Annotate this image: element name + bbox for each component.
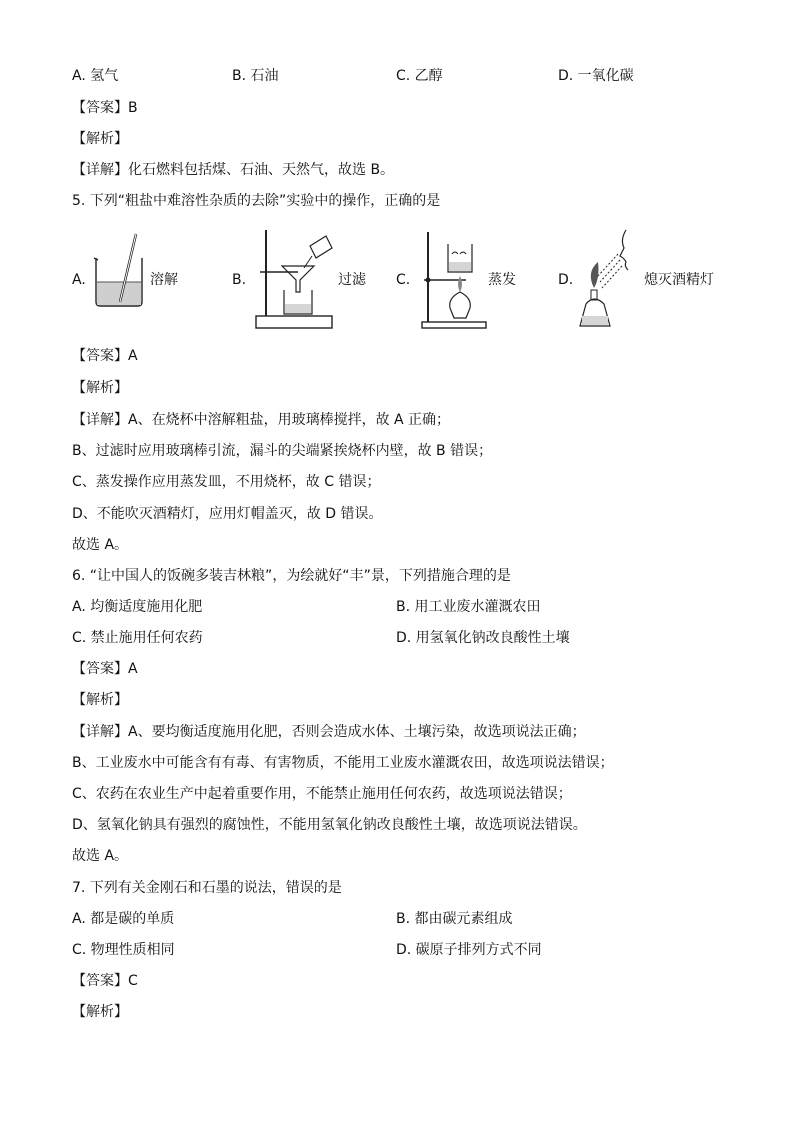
q6-conclusion: 故选 A。 [72, 848, 129, 864]
q5-figure-b-letter: B. [232, 272, 247, 288]
q5-detail-line: B、过滤时应用玻璃棒引流，漏斗的尖端紧挨烧杯内壁，故 B 错误； [72, 443, 493, 459]
beaker-dissolve-figure [90, 230, 150, 310]
q5-conclusion: 故选 A。 [72, 537, 129, 553]
q5-figure-d-letter: D. [558, 272, 574, 288]
q5-analysis-heading: 【解析】 [72, 380, 128, 396]
q6-option-c: C. 禁止施用任何农药 [72, 630, 203, 646]
q7-option-a: A. 都是碳的单质 [72, 911, 175, 927]
q7-analysis-heading: 【解析】 [72, 1004, 128, 1020]
q4-option-a: A. 氢气 [72, 68, 119, 84]
q6-stem: 6. “让中国人的饭碗多装吉林粮”，为绘就好“丰”景，下列措施合理的是 [72, 568, 511, 584]
q4-detail: 【详解】化石燃料包括煤、石油、天然气，故选 B。 [72, 162, 395, 178]
q5-figure-c-letter: C. [396, 272, 411, 288]
q5-figure-a-caption: 溶解 [150, 272, 178, 288]
q6-detail-line: 【详解】A、要均衡适度施用化肥，否则会造成水体、土壤污染，故选项说法正确； [72, 724, 586, 740]
q4-option-b: B. 石油 [232, 68, 279, 84]
q5-stem: 5. 下列“粗盐中难溶性杂质的去除”实验中的操作，正确的是 [72, 193, 441, 209]
q5-figure-a-letter: A. [72, 272, 86, 288]
q7-option-d: D. 碳原子排列方式不同 [396, 942, 542, 958]
q7-stem: 7. 下列有关金刚石和石墨的说法，错误的是 [72, 880, 342, 896]
filtration-figure [252, 226, 336, 336]
q5-figure-c-caption: 蒸发 [488, 272, 516, 288]
q5-figure-d-caption: 熄灭酒精灯 [644, 272, 714, 288]
q4-option-c: C. 乙醇 [396, 68, 443, 84]
q7-option-c: C. 物理性质相同 [72, 942, 175, 958]
q4-answer: 【答案】B [72, 100, 138, 116]
q6-option-b: B. 用工业废水灌溉农田 [396, 599, 541, 615]
q4-analysis-heading: 【解析】 [72, 131, 128, 147]
q4-option-d: D. 一氧化碳 [558, 68, 634, 84]
q6-detail-line: D、氢氧化钠具有强烈的腐蚀性，不能用氢氧化钠改良酸性土壤，故选项说法错误。 [72, 817, 587, 833]
q6-option-d: D. 用氢氧化钠改良酸性土壤 [396, 630, 570, 646]
q6-answer: 【答案】A [72, 661, 138, 677]
evaporation-figure [418, 228, 490, 332]
q5-detail-line: D、不能吹灭酒精灯，应用灯帽盖灭，故 D 错误。 [72, 506, 383, 522]
q7-answer: 【答案】C [72, 973, 138, 989]
q5-detail-line: C、蒸发操作应用蒸发皿，不用烧杯，故 C 错误； [72, 474, 381, 490]
q5-detail-line: 【详解】A、在烧杯中溶解粗盐，用玻璃棒搅拌，故 A 正确； [72, 412, 451, 428]
q7-option-b: B. 都由碳元素组成 [396, 911, 513, 927]
q6-option-a: A. 均衡适度施用化肥 [72, 599, 203, 615]
q6-analysis-heading: 【解析】 [72, 692, 128, 708]
q5-figure-b-caption: 过滤 [338, 272, 366, 288]
q5-answer: 【答案】A [72, 348, 138, 364]
q6-detail-line: C、农药在农业生产中起着重要作用，不能禁止施用任何农药，故选项说法错误； [72, 786, 572, 802]
q6-detail-line: B、工业废水中可能含有有毒、有害物质，不能用工业废水灌溉农田，故选项说法错误； [72, 755, 614, 771]
extinguish-lamp-figure [574, 226, 644, 336]
